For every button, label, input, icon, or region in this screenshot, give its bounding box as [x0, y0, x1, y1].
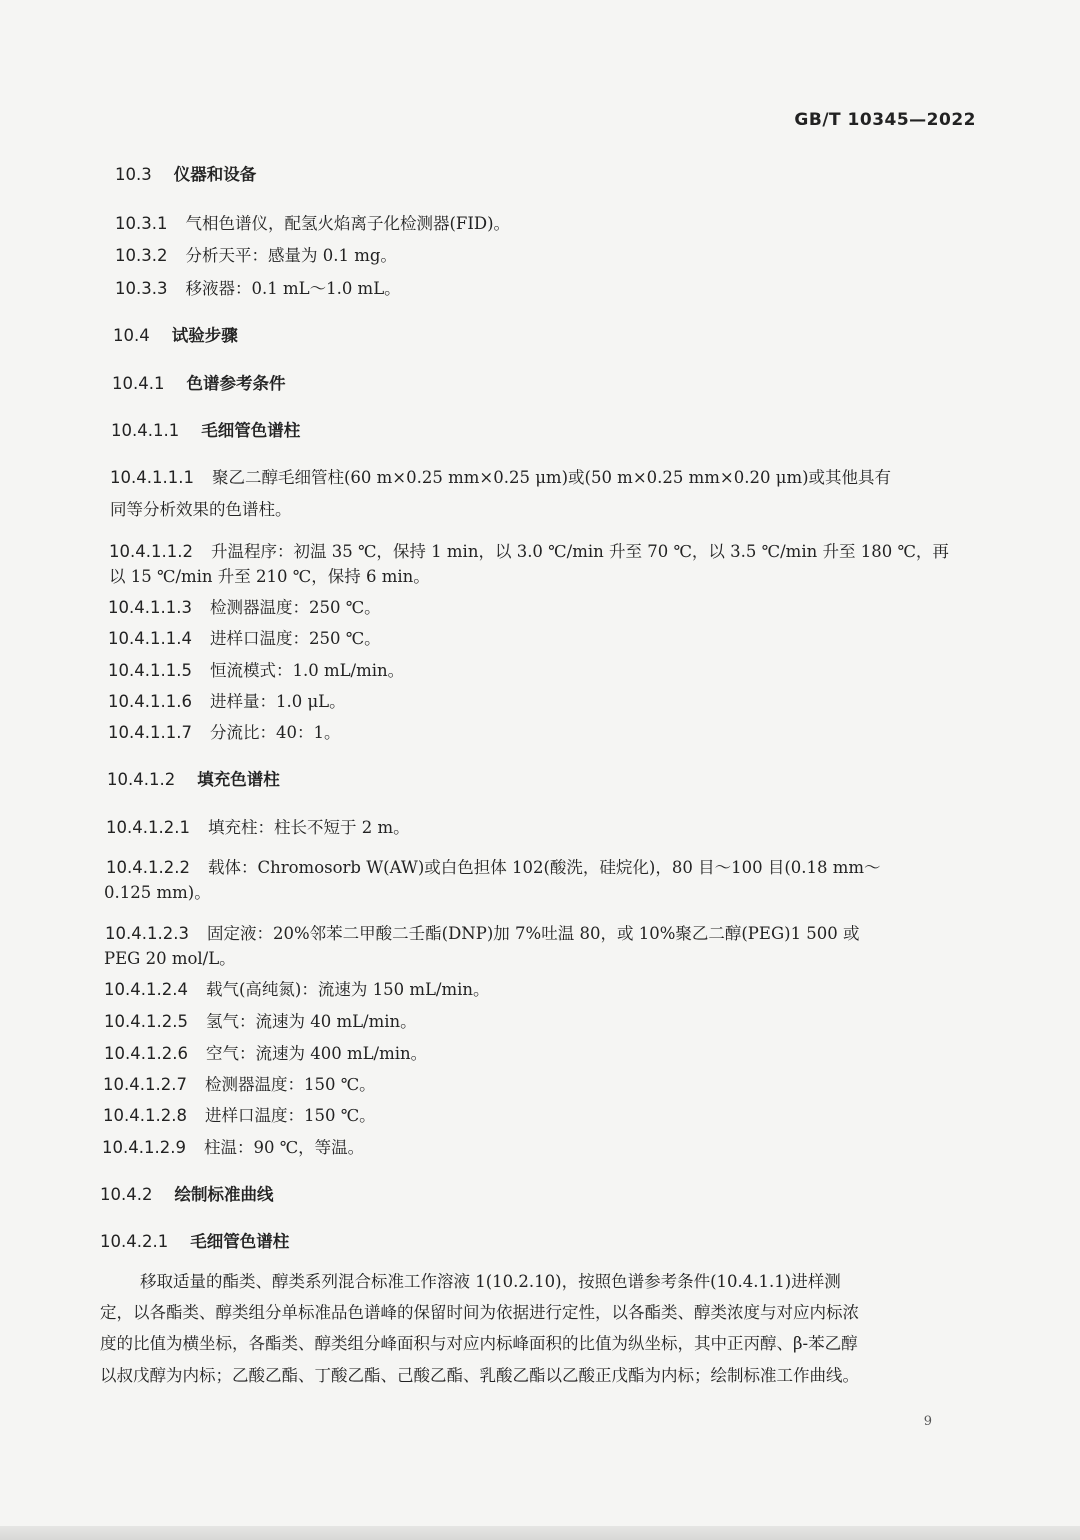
section-heading — [113, 326, 238, 346]
section-heading — [112, 374, 285, 394]
clause-text: 检测器温度：150 ℃。 — [204, 1075, 376, 1094]
clause-text: 恒流模式：1.0 mL/min。 — [209, 661, 405, 680]
clause-item — [115, 246, 397, 266]
clause-text: 分流比：40：1。 — [209, 723, 341, 742]
clause-text: 进样口温度：250 ℃。 — [209, 629, 381, 648]
clause-text: 色谱参考条件 — [186, 374, 286, 393]
clause-text: 进样量：1.0 μL。 — [209, 692, 346, 711]
clause-text: 同等分析效果的色谱柱。 — [110, 500, 292, 519]
clause-text: 填充色谱柱 — [197, 770, 280, 789]
clause-number: 10.3.3 — [115, 279, 168, 298]
clause-number: 10.4.1.1.2 — [109, 542, 193, 561]
clause-text: 载气(高纯氮)：流速为 150 mL/min。 — [205, 980, 490, 999]
clause-item — [108, 598, 381, 618]
clause-text: 填充柱：柱长不短于 2 m。 — [207, 818, 410, 837]
clause-text: 移液器：0.1 mL～1.0 mL。 — [185, 279, 401, 298]
clause-number: 10.4.1.1.6 — [108, 692, 192, 711]
clause-text: 聚乙二醇毛细管柱(60 m×0.25 mm×0.25 μm)或(50 m×0.25 mm×0.20 μm)或其他具有 — [211, 468, 892, 487]
clause-text: 固定液：20%邻苯二甲酸二壬酯(DNP)加 7%吐温 80，或 10%聚乙二醇(PEG)1 500 或 — [206, 924, 860, 943]
clause-text: PEG 20 mol/L。 — [104, 949, 236, 968]
paragraph-line: 定，以各酯类、醇类组分单标准品色谱峰的保留时间为依据进行定性，以各酯类、醇类浓度与对应内标浓 — [100, 1303, 859, 1322]
section-heading — [100, 1232, 289, 1252]
clause-item — [108, 629, 381, 649]
clause-number: 10.4.1.2.5 — [104, 1012, 188, 1031]
clause-item — [104, 1044, 427, 1064]
clause-number: 10.3.2 — [115, 246, 168, 265]
clause-number: 10.4.1.1.3 — [108, 598, 192, 617]
clause-number: 10.3.1 — [115, 214, 168, 233]
clause-item — [106, 858, 881, 878]
clause-continuation — [109, 567, 430, 587]
clause-text: 分析天平：感量为 0.1 mg。 — [185, 246, 397, 265]
clause-number: 10.4.1.1.7 — [108, 723, 192, 742]
clause-text: 毛细管色谱柱 — [201, 421, 301, 440]
clause-text: 氢气：流速为 40 mL/min。 — [205, 1012, 417, 1031]
paragraph-line: 以叔戊醇为内标；乙酸乙酯、丁酸乙酯、己酸乙酯、乳酸乙酯以乙酸正戊酯为内标；绘制标准工作曲线。 — [100, 1366, 859, 1385]
page-bottom-edge — [0, 1526, 1080, 1540]
clause-item — [104, 1012, 417, 1032]
clause-item — [108, 692, 346, 712]
clause-item — [104, 980, 490, 1000]
clause-number: 10.4.1.2.2 — [106, 858, 190, 877]
clause-number: 10.4.1.2.7 — [103, 1075, 187, 1094]
section-heading — [100, 1185, 273, 1205]
clause-number: 10.4.2 — [100, 1185, 153, 1204]
paragraph-line: 移取适量的酯类、醇类系列混合标准工作溶液 1(10.2.10)，按照色谱参考条件(10.4.1.1)进样测 — [140, 1272, 841, 1291]
clause-text: 空气：流速为 400 mL/min。 — [205, 1044, 428, 1063]
clause-text: 柱温：90 ℃，等温。 — [203, 1138, 365, 1157]
clause-item — [115, 279, 401, 299]
clause-text: 毛细管色谱柱 — [190, 1232, 290, 1251]
clause-text: 绘制标准曲线 — [174, 1185, 274, 1204]
clause-number: 10.4.1.2.4 — [104, 980, 188, 999]
section-heading — [111, 421, 300, 441]
clause-item — [109, 542, 949, 562]
clause-item — [108, 723, 340, 743]
clause-number: 10.4.1.1.5 — [108, 661, 192, 680]
clause-number: 10.4 — [113, 326, 150, 345]
standard-code: GB/T 10345—2022 — [794, 110, 976, 130]
clause-number: 10.4.1.1.4 — [108, 629, 192, 648]
clause-number: 10.3 — [115, 165, 152, 184]
clause-item — [102, 1138, 364, 1158]
clause-number: 10.4.1.2 — [107, 770, 176, 789]
clause-text: 载体：Chromosorb W(AW)或白色担体 102(酸洗，硅烷化)，80 目～100 目(0.18 mm～ — [207, 858, 881, 877]
clause-item — [103, 1075, 376, 1095]
clause-item — [105, 924, 860, 944]
clause-continuation — [104, 883, 211, 903]
clause-text: 进样口温度：150 ℃。 — [204, 1106, 376, 1125]
clause-item — [110, 468, 891, 488]
clause-number: 10.4.1.2.1 — [106, 818, 190, 837]
clause-item — [103, 1106, 376, 1126]
clause-text: 0.125 mm)。 — [104, 883, 211, 902]
clause-text: 仪器和设备 — [173, 165, 257, 184]
clause-text: 气相色谱仪，配氢火焰离子化检测器(FID)。 — [185, 214, 511, 233]
page-number: 9 — [923, 1414, 932, 1429]
clause-number: 10.4.2.1 — [100, 1232, 169, 1251]
clause-text: 检测器温度：250 ℃。 — [209, 598, 381, 617]
clause-number: 10.4.1 — [112, 374, 165, 393]
clause-text: 升温程序：初温 35 ℃，保持 1 min，以 3.0 ℃/min 升至 70 ℃，以 3.5 ℃/min 升至 180 ℃，再 — [210, 542, 949, 561]
clause-number: 10.4.1.2.8 — [103, 1106, 187, 1125]
clause-text: 以 15 ℃/min 升至 210 ℃，保持 6 min。 — [109, 567, 430, 586]
clause-number: 10.4.1.1 — [111, 421, 180, 440]
clause-number: 10.4.1.2.9 — [102, 1138, 186, 1157]
clause-number: 10.4.1.1.1 — [110, 468, 194, 487]
clause-item — [115, 214, 510, 234]
clause-continuation — [104, 949, 236, 969]
clause-item — [106, 818, 410, 838]
clause-item — [108, 661, 404, 681]
paragraph-line: 度的比值为横坐标，各酯类、醇类组分峰面积与对应内标峰面积的比值为纵坐标，其中正丙醇、β-苯乙醇 — [100, 1334, 858, 1353]
clause-continuation — [110, 500, 292, 520]
clause-text: 试验步骤 — [171, 326, 238, 345]
clause-number: 10.4.1.2.3 — [105, 924, 189, 943]
section-heading — [107, 770, 280, 790]
clause-number: 10.4.1.2.6 — [104, 1044, 188, 1063]
section-heading — [115, 165, 256, 185]
